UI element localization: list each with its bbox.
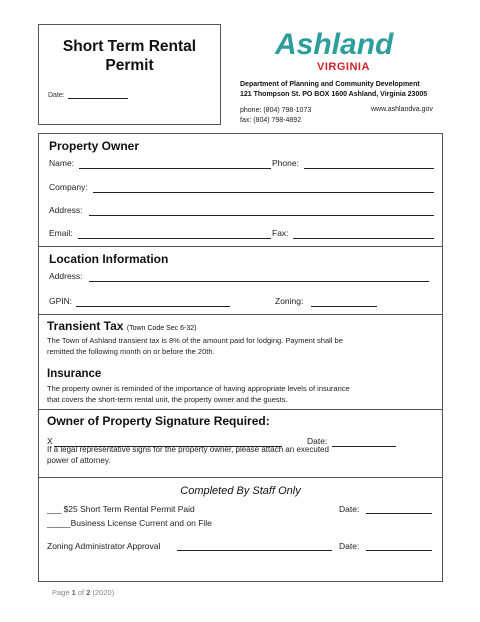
zoning-approval-label: Zoning Administrator Approval xyxy=(47,541,161,551)
section-divider xyxy=(39,314,442,315)
staff-item-business-license xyxy=(47,518,212,528)
zoning-field[interactable] xyxy=(311,306,377,307)
owner-email-label: Email: xyxy=(49,228,73,238)
location-heading: Location Information xyxy=(49,252,169,266)
property-owner-heading: Property Owner xyxy=(49,139,140,153)
staff-date-2-label: Date: xyxy=(339,541,360,551)
footer-year: (2020) xyxy=(92,588,115,597)
section-divider xyxy=(39,246,442,247)
transient-tax-heading xyxy=(47,319,196,333)
transient-tax-line-1: The Town of Ashland transient tax is 8% of the amount paid for lodging. Payment shall be xyxy=(47,336,343,345)
owner-fax-label: Fax: xyxy=(272,228,289,238)
logo-wordmark: Ashland xyxy=(275,28,394,61)
insurance-line-2: that covers the short-term rental unit, the property owner and the guests. xyxy=(47,394,288,404)
permit-paid-label: $25 Short Term Rental Permit Paid xyxy=(63,504,195,514)
staff-date-1-label: Date: xyxy=(339,504,360,514)
zoning-approval-field[interactable] xyxy=(177,550,332,551)
signature-note-line-1: If a legal representative signs for the property owner, please attach an executed xyxy=(47,445,329,454)
owner-name-label: Name: xyxy=(49,158,75,168)
staff-only-heading: Completed By Staff Only xyxy=(180,485,301,497)
permit-title-box xyxy=(38,24,221,125)
owner-address-label: Address: xyxy=(49,205,83,215)
location-address-label: Address: xyxy=(49,271,83,281)
fax-number: fax: (804) 798-4892 xyxy=(240,116,302,124)
department-address: 121 Thompson St. PO BOX 1600 Ashland, Virginia 23005 xyxy=(240,91,428,98)
department-block xyxy=(240,80,427,100)
header-date-label: Date: xyxy=(48,92,65,99)
gpin-label: GPIN: xyxy=(49,296,73,306)
transient-tax-line-2: remitted the following month on or before the 20th. xyxy=(47,346,215,356)
signature-note-line-2: power of attorney. xyxy=(47,455,111,465)
owner-fax-field[interactable] xyxy=(293,238,434,239)
phone-number: phone: (804) 798-1073 xyxy=(240,107,312,114)
section-divider xyxy=(39,477,442,478)
page-footer xyxy=(52,588,114,597)
zoning-label: Zoning: xyxy=(275,296,304,306)
footer-page-number: 1 xyxy=(71,588,76,597)
signature-date-label: Date: xyxy=(307,436,328,446)
title-line-1: Short Term Rental xyxy=(62,38,197,55)
insurance-heading: Insurance xyxy=(47,368,102,380)
owner-company-label: Company: xyxy=(49,182,88,192)
website-link[interactable]: www.ashlandva.gov xyxy=(371,106,433,113)
staff-date-2-field[interactable] xyxy=(366,550,432,551)
transient-tax-text xyxy=(47,336,439,357)
gpin-field[interactable] xyxy=(76,306,230,307)
staff-item-permit-paid xyxy=(47,504,195,514)
page-title xyxy=(39,37,220,75)
footer-page-total: 2 xyxy=(86,588,91,597)
staff-date-1-field[interactable] xyxy=(366,513,432,514)
header-date-input[interactable] xyxy=(68,91,128,99)
title-line-2: Permit xyxy=(105,57,154,74)
permit-paid-checkline[interactable]: ___ xyxy=(47,504,62,514)
section-divider xyxy=(39,409,442,410)
header-date-field xyxy=(48,91,128,99)
owner-company-field[interactable] xyxy=(93,192,434,193)
owner-name-field[interactable] xyxy=(79,168,271,169)
insurance-text xyxy=(47,384,439,405)
insurance-line-1: The property owner is reminded of the importance of having appropriate levels of insurance xyxy=(47,384,350,393)
owner-phone-field[interactable] xyxy=(304,168,434,169)
owner-address-field[interactable] xyxy=(89,215,434,216)
ashland-logo xyxy=(275,28,410,76)
transient-tax-code-ref: (Town Code Sec 6-32) xyxy=(126,325,197,332)
owner-email-field[interactable] xyxy=(78,238,271,239)
signature-x-label: X xyxy=(47,436,53,446)
owner-phone-label: Phone: xyxy=(272,158,299,168)
business-license-label: Business License Current and on File xyxy=(70,518,212,528)
contact-block xyxy=(240,106,311,125)
footer-of-word: of xyxy=(77,588,85,597)
signature-heading: Owner of Property Signature Required: xyxy=(47,414,270,428)
transient-tax-title: Transient Tax xyxy=(47,319,124,333)
footer-page-word: Page xyxy=(52,588,70,597)
business-license-checkline[interactable]: _____ xyxy=(47,518,71,528)
signature-note xyxy=(47,445,439,466)
logo-virginia: VIRGINIA xyxy=(317,61,370,73)
department-name: Department of Planning and Community Development xyxy=(240,81,420,88)
location-address-field[interactable] xyxy=(89,281,429,282)
form-body xyxy=(38,133,443,582)
